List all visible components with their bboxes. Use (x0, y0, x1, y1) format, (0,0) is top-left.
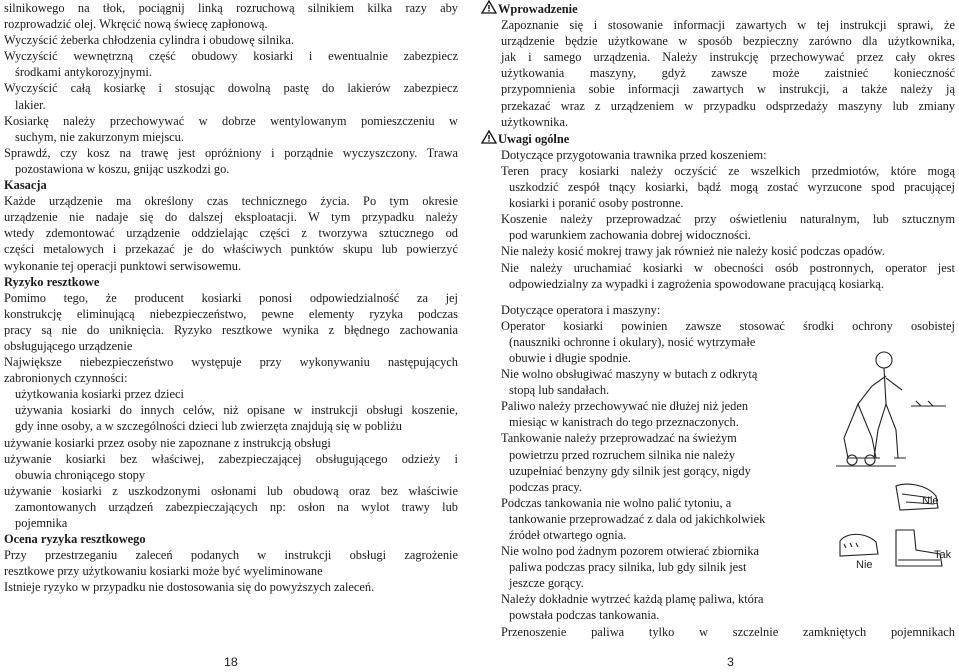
text-line (4, 161, 458, 177)
text-line (481, 591, 955, 607)
line-text: Kasacja (4, 178, 47, 193)
text-line (481, 49, 955, 65)
line-text: kosiarki i poranić osoby postronne. (509, 196, 684, 211)
section-heading (481, 0, 955, 17)
no-label-1: Nie (922, 495, 939, 507)
text-line (481, 81, 955, 97)
line-text: urządzenie nie nadaje się do dalszej eksploatacji. W tym przypadku należy (4, 210, 458, 225)
line-text: Przenoszenie paliwa tylko w szczelnie zamkniętych pojemnikach (501, 624, 955, 639)
text-line (481, 607, 955, 623)
line-text: użytkownika. (501, 114, 569, 129)
left-column (4, 0, 458, 595)
text-line (481, 195, 955, 211)
section-heading (4, 531, 458, 547)
line-text: używanie kosiarki przez osoby nie zapoznane z instrukcją obsługi (4, 435, 331, 450)
text-line (4, 16, 458, 32)
line-text: Operator kosiarki powinien zawsze stosować środki ochrony osobistej (501, 318, 955, 333)
text-line (481, 33, 955, 49)
line-text: Teren pracy kosiarki należy oczyścić ze wszelkich przedmiotów, które mogą (501, 163, 955, 178)
line-text: źródeł otwartego ognia. (509, 528, 627, 542)
text-line (4, 97, 458, 113)
line-text: Istnieje ryzyko w przypadku nie dostosowania się do powyższych zaleceń. (4, 580, 375, 595)
line-text: Dotyczące operatora i maszyny: (501, 302, 661, 317)
line-text: Nie należy uruchamiać kosiarki w obecności osób postronnych, operator jest (501, 260, 955, 275)
line-text: obuwie i długie spodnie. (509, 350, 631, 365)
line-text: Nie wolno pod żadnym pozorem otwierać zbiornika (501, 544, 760, 559)
text-line (4, 129, 458, 145)
warning-icon (481, 130, 498, 144)
line-text: użytkowania kosiarki przez dzieci (15, 387, 184, 402)
section-heading (481, 130, 955, 147)
line-text: gdy inne osoby, a w szczególności dzieci lub zwierzęta znajdują się w pobliżu (15, 419, 402, 434)
text-line (4, 64, 458, 80)
line-text: Dotyczące przygotowania trawnika przed koszeniem: (501, 147, 767, 162)
line-text: Wprowadzenie (498, 2, 578, 16)
text-line (481, 147, 955, 163)
text-line (4, 418, 458, 434)
line-text: lakier. (15, 97, 46, 112)
text-line (481, 260, 955, 276)
line-text: Ryzyko resztkowe (4, 274, 100, 289)
text-line (481, 243, 955, 259)
line-text: obuwia chroniącego stopy (15, 467, 146, 482)
line-text: Kosiarkę należy przechowywać w dobrze wentylowanym pomieszczeniu w (4, 113, 458, 128)
line-text: suchym, nie zakurzonym miejscu. (15, 129, 184, 144)
text-line (4, 48, 458, 64)
line-text: użytkowania maszyny, gdyż zawsze może zaistnieć konieczność (501, 66, 955, 81)
text-line (4, 467, 458, 483)
footwear-illustration (836, 346, 958, 586)
text-line (4, 80, 458, 96)
line-text: obsługującego urządzenie (4, 338, 133, 353)
warning-icon (481, 0, 498, 14)
line-text: uszkodzić zespół tnący kosiarki, bądź mogą zostać wyrzucone spod pracującej (509, 180, 955, 195)
text-line (4, 241, 458, 257)
line-text: używania kosiarki do innych celów, niż opisane w instrukcji obsługi koszenie, (15, 403, 458, 418)
line-text: stopą lub sandałach. (509, 383, 610, 398)
yes-label: Tak (934, 549, 952, 561)
line-text: Nie wolno obsługiwać maszyny w butach z odkrytą (501, 367, 758, 382)
line-text: przekazać wraz z urządzeniem w przypadku odsprzedaży maszyny lub zmiany (501, 98, 955, 113)
line-text: Tankowanie należy przeprowadzać na świeżym (501, 431, 737, 446)
line-text: pojemnika (15, 516, 68, 530)
text-line (4, 113, 458, 129)
line-text: powietrzu przed rozruchem silnika nie należy (509, 447, 736, 462)
text-line (4, 145, 458, 161)
line-text: wtedy zdemontować urządzenie oddzielając części z tworzywa sztucznego od (4, 226, 458, 241)
line-text: pod warunkiem zachowania dobrej widoczności. (509, 228, 751, 243)
page-number-left: 18 (224, 655, 238, 669)
text-line (481, 276, 955, 292)
line-text: Należy dokładnie wytrzeć każdą plamę paliwa, która (501, 592, 764, 607)
line-text: Paliwo należy przechowywać nie dłużej niż jeden (501, 399, 749, 414)
text-line (481, 163, 955, 179)
section-heading (4, 177, 458, 193)
line-text: konstrukcję eliminującą niebezpieczeństwo, pewne elementy ryzyka podczas (4, 306, 458, 321)
line-text: Wyczyścić wewnętrzną część obudowy kosiarki i ewentualnie zabezpiecz (4, 49, 458, 64)
line-text: resztkowe przy użytkowaniu kosiarki może być wyeliminowane (4, 564, 323, 579)
line-text: miesiąc w kanistrach do tego przeznaczonych. (509, 415, 739, 430)
line-text: odpowiedzialny za wypadki i zagrożenia spowodowane pracującą kosiarką. (509, 276, 885, 291)
text-line (4, 563, 458, 579)
text-line (4, 579, 458, 595)
line-text: tankowanie przeprowadzać z dala od jakichkolwiek (509, 511, 766, 526)
no-label-2: Nie (856, 559, 873, 571)
text-line (4, 193, 458, 209)
line-text: pozostawiona w koszu, gnijąc uszkodzi go. (15, 161, 230, 176)
line-text: Koszenie należy przeprowadzać przy oświetleniu naturalnym, lub sztucznym (501, 212, 955, 227)
text-line (4, 258, 458, 274)
text-line (4, 515, 458, 531)
line-text: używanie kosiarki z uszkodzonymi osłonami lub obudową oraz bez właściwie (4, 483, 458, 498)
text-line (481, 624, 955, 640)
line-text: silnikowego na tłok, pociągnij linką rozruchową silnikiem kilka razy aby (4, 1, 458, 15)
line-text: podczas pracy. (509, 479, 582, 494)
line-text: części metalowych i przekazać je do właściwych punktów skupu lub powierzyć (4, 242, 458, 257)
line-text: powstała podczas tankowania. (509, 608, 660, 623)
line-text: Nie należy kosić mokrej trawy jak również nie należy kosić podczas opadów. (501, 244, 885, 259)
text-line (4, 290, 458, 306)
line-text: Każde urządzenie ma określony czas technicznego życia. Po tym okresie (4, 194, 458, 209)
line-text: Uwagi ogólne (498, 131, 570, 146)
text-line (4, 354, 458, 370)
line-text: Sprawdź, czy kosz na trawę jest opróżniony i porządnie wyczyszczony. Trawa (4, 145, 458, 160)
section-heading (4, 274, 458, 290)
text-line (4, 435, 458, 451)
line-text: (nauszniki ochronne i okulary), nosić wytrzymałe (509, 334, 756, 349)
line-text: urządzenie będzie użytkowane w sposób bezpieczny zarówno dla użytkownika, (501, 34, 955, 49)
text-line (4, 402, 458, 418)
text-line (4, 483, 458, 499)
text-line (481, 211, 955, 227)
right-section-general (481, 0, 955, 292)
line-text: używanie kosiarki bez właściwej, zabezpieczającej obsługującego odzieży i (4, 451, 458, 466)
text-line (4, 225, 458, 241)
line-text: Wyczyścić żeberka chłodzenia cylindra i obudowę silnika. (4, 33, 294, 48)
line-text: paliwa podczas pracy silnika, lub gdy silnik jest (509, 560, 747, 575)
page-number-right: 3 (727, 655, 734, 669)
line-text: zamontowanych urządzeń zabezpieczających np: osłon na wylot trawy lub (15, 499, 458, 514)
text-line (4, 451, 458, 467)
line-text: Największe niebezpieczeństwo występuje przy wykonywaniu następujących (4, 355, 458, 370)
text-line (481, 17, 955, 33)
line-text: jak i samego urządzenia. Należy instrukcję przechowywać przez cały okres (501, 50, 955, 65)
text-line (481, 302, 955, 318)
line-text: Zapoznanie się i stosowanie informacji zawartych w tej instrukcji sprawi, że (501, 18, 955, 33)
text-line (481, 114, 955, 130)
text-line (481, 318, 955, 334)
line-text: Podczas tankowania nie wolno palić tytoniu, a (501, 495, 732, 510)
line-text: Wyczyścić całą kosiarkę i stosując dowolną pastę do lakierów zabezpiecz (4, 81, 458, 96)
text-line (4, 306, 458, 322)
line-text: zabronionych czynności: (4, 371, 128, 386)
text-line (4, 370, 458, 386)
line-text: wykonanie tej operacji punktowi serwisowemu. (4, 258, 242, 273)
line-text: Przy przestrzeganiu zaleceń podanych w instrukcji obsługi zagrożenie (4, 548, 458, 563)
text-line (481, 227, 955, 243)
text-line (481, 98, 955, 114)
line-text: Pomimo tego, że producent kosiarki ponosi odpowiedzialność za jej (4, 290, 458, 305)
text-line (4, 0, 458, 16)
text-line (481, 179, 955, 195)
text-line (4, 547, 458, 563)
line-text: przypomnienia sobie informacji zawartych w instrukcji, a także należy ją (501, 82, 955, 97)
line-text: pracy są nie do uniknięcia. Ryzyko resztkowe wynika z błędnego zachowania (4, 322, 458, 337)
text-line (4, 499, 458, 515)
line-text: środkami antykorozyjnymi. (15, 65, 152, 80)
text-line (4, 32, 458, 48)
footwear-illustration-svg (836, 346, 958, 586)
text-line (4, 338, 458, 354)
line-text: jeszcze gorący. (509, 576, 584, 591)
text-line (4, 209, 458, 225)
line-text: Ocena ryzyka resztkowego (4, 532, 146, 547)
text-line (4, 386, 458, 402)
spacer (481, 292, 955, 302)
line-text: rozprowadzić olej. Wkręcić nową świecę zapłonową. (4, 17, 268, 32)
line-text: uzupełniać benzyny gdy silnik jest gorący, nigdy (509, 463, 751, 478)
text-line (4, 322, 458, 338)
text-line (481, 65, 955, 81)
